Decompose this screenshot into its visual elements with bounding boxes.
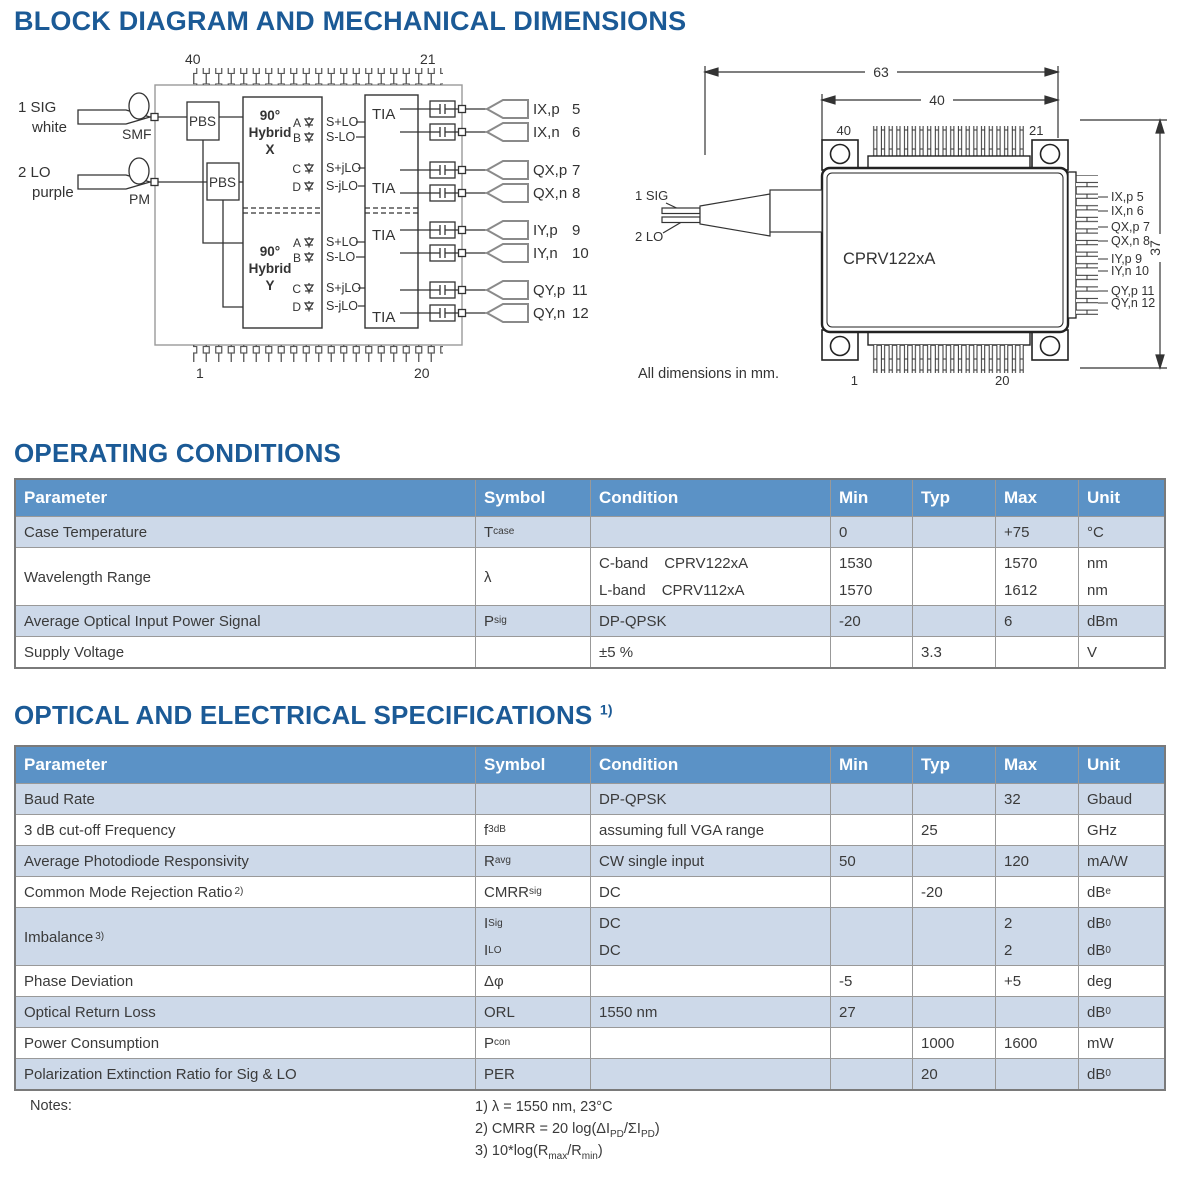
pin-number-bottom-right: 20 — [414, 365, 430, 381]
section-title-operating: OPERATING CONDITIONS — [14, 438, 342, 468]
fiber-pigtail — [635, 188, 822, 244]
device-label: CPRV122xA — [843, 250, 936, 268]
header-unit: Unit — [1087, 488, 1121, 507]
pd-letter: B — [292, 251, 301, 265]
section-title-specifications — [14, 700, 613, 731]
header-parameter: Parameter — [16, 480, 476, 516]
spec-title-note-ref: 1) — [599, 701, 613, 718]
spec-title-text: OPTICAL AND ELECTRICAL SPECIFICATIONS — [14, 700, 593, 730]
mech-pin-label: QX,p 7 — [1111, 220, 1150, 234]
dim-37-value: 37 — [1147, 240, 1163, 256]
table-row: Phase Deviation Δφ -5 +5 deg — [16, 965, 1164, 996]
pin-number-top-right: 21 — [420, 51, 436, 67]
note-2: 2) CMRR = 20 $\log(\Delta I_{PD}/\Sigma I_{PD})$ — [475, 1121, 660, 1140]
mix-label: S-jLO — [326, 179, 358, 193]
output-pin: 7 — [572, 162, 581, 179]
output-label: IX,n — [533, 124, 560, 141]
pd-letter: C — [292, 162, 301, 176]
pin-number-top-left: 40 — [185, 51, 201, 67]
input-lo — [18, 158, 207, 207]
hybrid-y-deg: 90° — [259, 244, 281, 259]
mix-label: S+LO — [326, 235, 359, 249]
tia-label: TIA — [372, 106, 396, 123]
table-row: Supply Voltage ±5 % 3.3 V — [16, 636, 1164, 667]
package-right-pins — [1068, 172, 1155, 318]
tia-label: TIA — [372, 309, 396, 326]
mech-pin-label: QY,p 11 — [1111, 284, 1155, 298]
tia-label: TIA — [372, 227, 396, 244]
hybrid-x-deg: 90° — [259, 108, 281, 123]
table-row: Baud Rate DP-QPSK 32 Gbaud — [16, 783, 1164, 814]
header-condition: Condition — [591, 747, 831, 783]
package-bottom-pins — [851, 332, 1030, 388]
mix-label: S-LO — [326, 250, 356, 264]
section-title-block-diagram: BLOCK DIAGRAM AND MECHANICAL DIMENSIONS — [14, 6, 687, 36]
table-row: Average Photodiode Responsivity R avg CW single input 50 120 mA/W — [16, 845, 1164, 876]
output-pin: 9 — [572, 222, 581, 239]
output-pin: 5 — [572, 101, 581, 118]
output-label: IX,p — [533, 101, 560, 118]
figure-block-diagram — [0, 40, 620, 400]
output-label: IY,p — [533, 222, 558, 239]
dim-40-value: 40 — [929, 92, 945, 108]
fiber-type-smf: SMF — [122, 126, 152, 142]
header-typ: Typ — [913, 747, 996, 783]
mech-pin-label: IY,p 9 — [1111, 252, 1143, 266]
mounting-hole — [831, 145, 850, 164]
input-sig — [18, 93, 187, 142]
input-lo-label: 2 LO — [18, 164, 51, 181]
table-row: Power Consumption P con 1000 1600 mW — [16, 1027, 1164, 1058]
mech-input-sig: 1 SIG — [635, 188, 669, 203]
tia-block — [365, 95, 418, 328]
input-sig-color: white — [32, 119, 68, 136]
pbs-1 — [187, 102, 219, 140]
mech-pin-label: IX,p 5 — [1111, 190, 1144, 204]
note-1: 1) λ = 1550 nm, 23°C — [475, 1099, 613, 1115]
pbs-1-label: PBS — [189, 114, 217, 129]
hybrid-block — [243, 97, 322, 328]
mix-label: S-jLO — [326, 299, 358, 313]
figure-mechanical — [625, 40, 1178, 400]
specifications-table — [14, 745, 1166, 1091]
table-row: Average Optical Input Power Signal P sig DP-QPSK -20 6 dBm — [16, 605, 1164, 636]
pd-letter: D — [292, 300, 301, 314]
header-min: Min — [831, 747, 913, 783]
header-symbol: Symbol — [476, 747, 591, 783]
output-label: QX,n — [533, 185, 568, 202]
mounting-hole — [1041, 337, 1060, 356]
package-body — [822, 168, 1068, 332]
pin-number-bottom-left: 1 — [196, 365, 204, 381]
output-label: QX,p — [533, 162, 568, 179]
fiber-loop-smf — [129, 93, 149, 119]
mix-label: S+jLO — [326, 161, 362, 175]
table-row: 3 dB cut-off Frequency f 3dB assuming full VGA range 25 GHz — [16, 814, 1164, 845]
output-label: QY,n — [533, 305, 566, 322]
tia-label: TIA — [372, 180, 396, 197]
pd-letter: A — [292, 116, 301, 130]
header-max: Max — [996, 480, 1079, 516]
mech-pin-label: QX,n 8 — [1111, 234, 1150, 248]
header-symbol: Symbol — [476, 480, 591, 516]
notes-items — [475, 1096, 660, 1162]
input-lo-color: purple — [32, 184, 74, 201]
hybrid-x-word: Hybrid — [248, 125, 292, 140]
mech-pin-label: QY,n 12 — [1111, 296, 1156, 310]
fiber-loop-pm — [129, 158, 149, 184]
table-row: Common Mode Rejection Ratio 2) CMRR sig DC -20 dB e — [16, 876, 1164, 907]
table-row: Wavelength Range λ C-band CPRV122xA L-band CPRV112xA 1530 1570 1570 1612 nm nm — [16, 547, 1164, 605]
notes-label: Notes: — [30, 1098, 72, 1114]
mech-pin-bottom-left: 1 — [850, 373, 858, 388]
mech-pin-label: IX,n 6 — [1111, 204, 1144, 218]
hybrid-y-axis: Y — [265, 278, 275, 293]
output-arrows — [487, 100, 589, 322]
header-typ: Typ — [913, 480, 996, 516]
package-top-pins — [837, 123, 1044, 168]
pd-letter: C — [292, 282, 301, 296]
hybrid-x-axis: X — [265, 142, 275, 157]
table-header-row — [16, 747, 1164, 783]
output-pin: 8 — [572, 185, 581, 202]
output-pin: 11 — [572, 282, 588, 299]
mech-pin-top-right: 21 — [1029, 123, 1044, 138]
pd-letter: A — [292, 236, 301, 250]
mech-input-lo: 2 LO — [635, 229, 664, 244]
input-sig-label: 1 SIG — [18, 99, 57, 116]
note-3: 3) $10*\log(R_{max}/R_{min})$ — [475, 1143, 603, 1162]
top-pins — [185, 51, 443, 85]
output-pin: 12 — [572, 305, 589, 322]
mix-label: S+LO — [326, 115, 359, 129]
header-unit: Unit — [1087, 755, 1121, 774]
output-label: QY,p — [533, 282, 566, 299]
header-condition: Condition — [591, 480, 831, 516]
mounting-hole — [831, 337, 850, 356]
mech-pin-label: IY,n 10 — [1111, 264, 1150, 278]
output-pin: 6 — [572, 124, 581, 141]
mix-label: S-LO — [326, 130, 356, 144]
mech-caption: All dimensions in mm. — [638, 366, 780, 382]
hybrid-y-word: Hybrid — [248, 261, 292, 276]
header-min: Min — [831, 480, 913, 516]
table-row: Optical Return Loss ORL 1550 nm 27 dB 0 — [16, 996, 1164, 1027]
bottom-pins — [193, 345, 443, 381]
mixer-labels — [326, 115, 365, 313]
pd-letter: D — [292, 180, 301, 194]
dim-63-value: 63 — [873, 64, 889, 80]
table-row: Case Temperature T case 0 +75 °C — [16, 516, 1164, 547]
header-max: Max — [996, 747, 1079, 783]
operating-conditions-table — [14, 478, 1166, 669]
fiber-type-pm: PM — [129, 191, 150, 207]
routing-lines — [203, 117, 243, 307]
pbs-2-label: PBS — [209, 175, 237, 190]
header-parameter: Parameter — [16, 747, 476, 783]
mounting-hole — [1041, 145, 1060, 164]
mix-label: S+jLO — [326, 281, 362, 295]
table-row: Imbalance 3) I Sig I LO DC DC 2 2 dB 0 dB 0 — [16, 907, 1164, 965]
output-pin: 10 — [572, 245, 589, 262]
table-header-row — [16, 480, 1164, 516]
table-row: Polarization Extinction Ratio for Sig & LO PER 20 dB 0 — [16, 1058, 1164, 1089]
pbs-2 — [207, 163, 239, 200]
mech-pin-top-left: 40 — [836, 123, 851, 138]
mech-pin-bottom-right: 20 — [995, 373, 1010, 388]
output-label: IY,n — [533, 245, 558, 262]
pd-letter: B — [292, 131, 301, 145]
